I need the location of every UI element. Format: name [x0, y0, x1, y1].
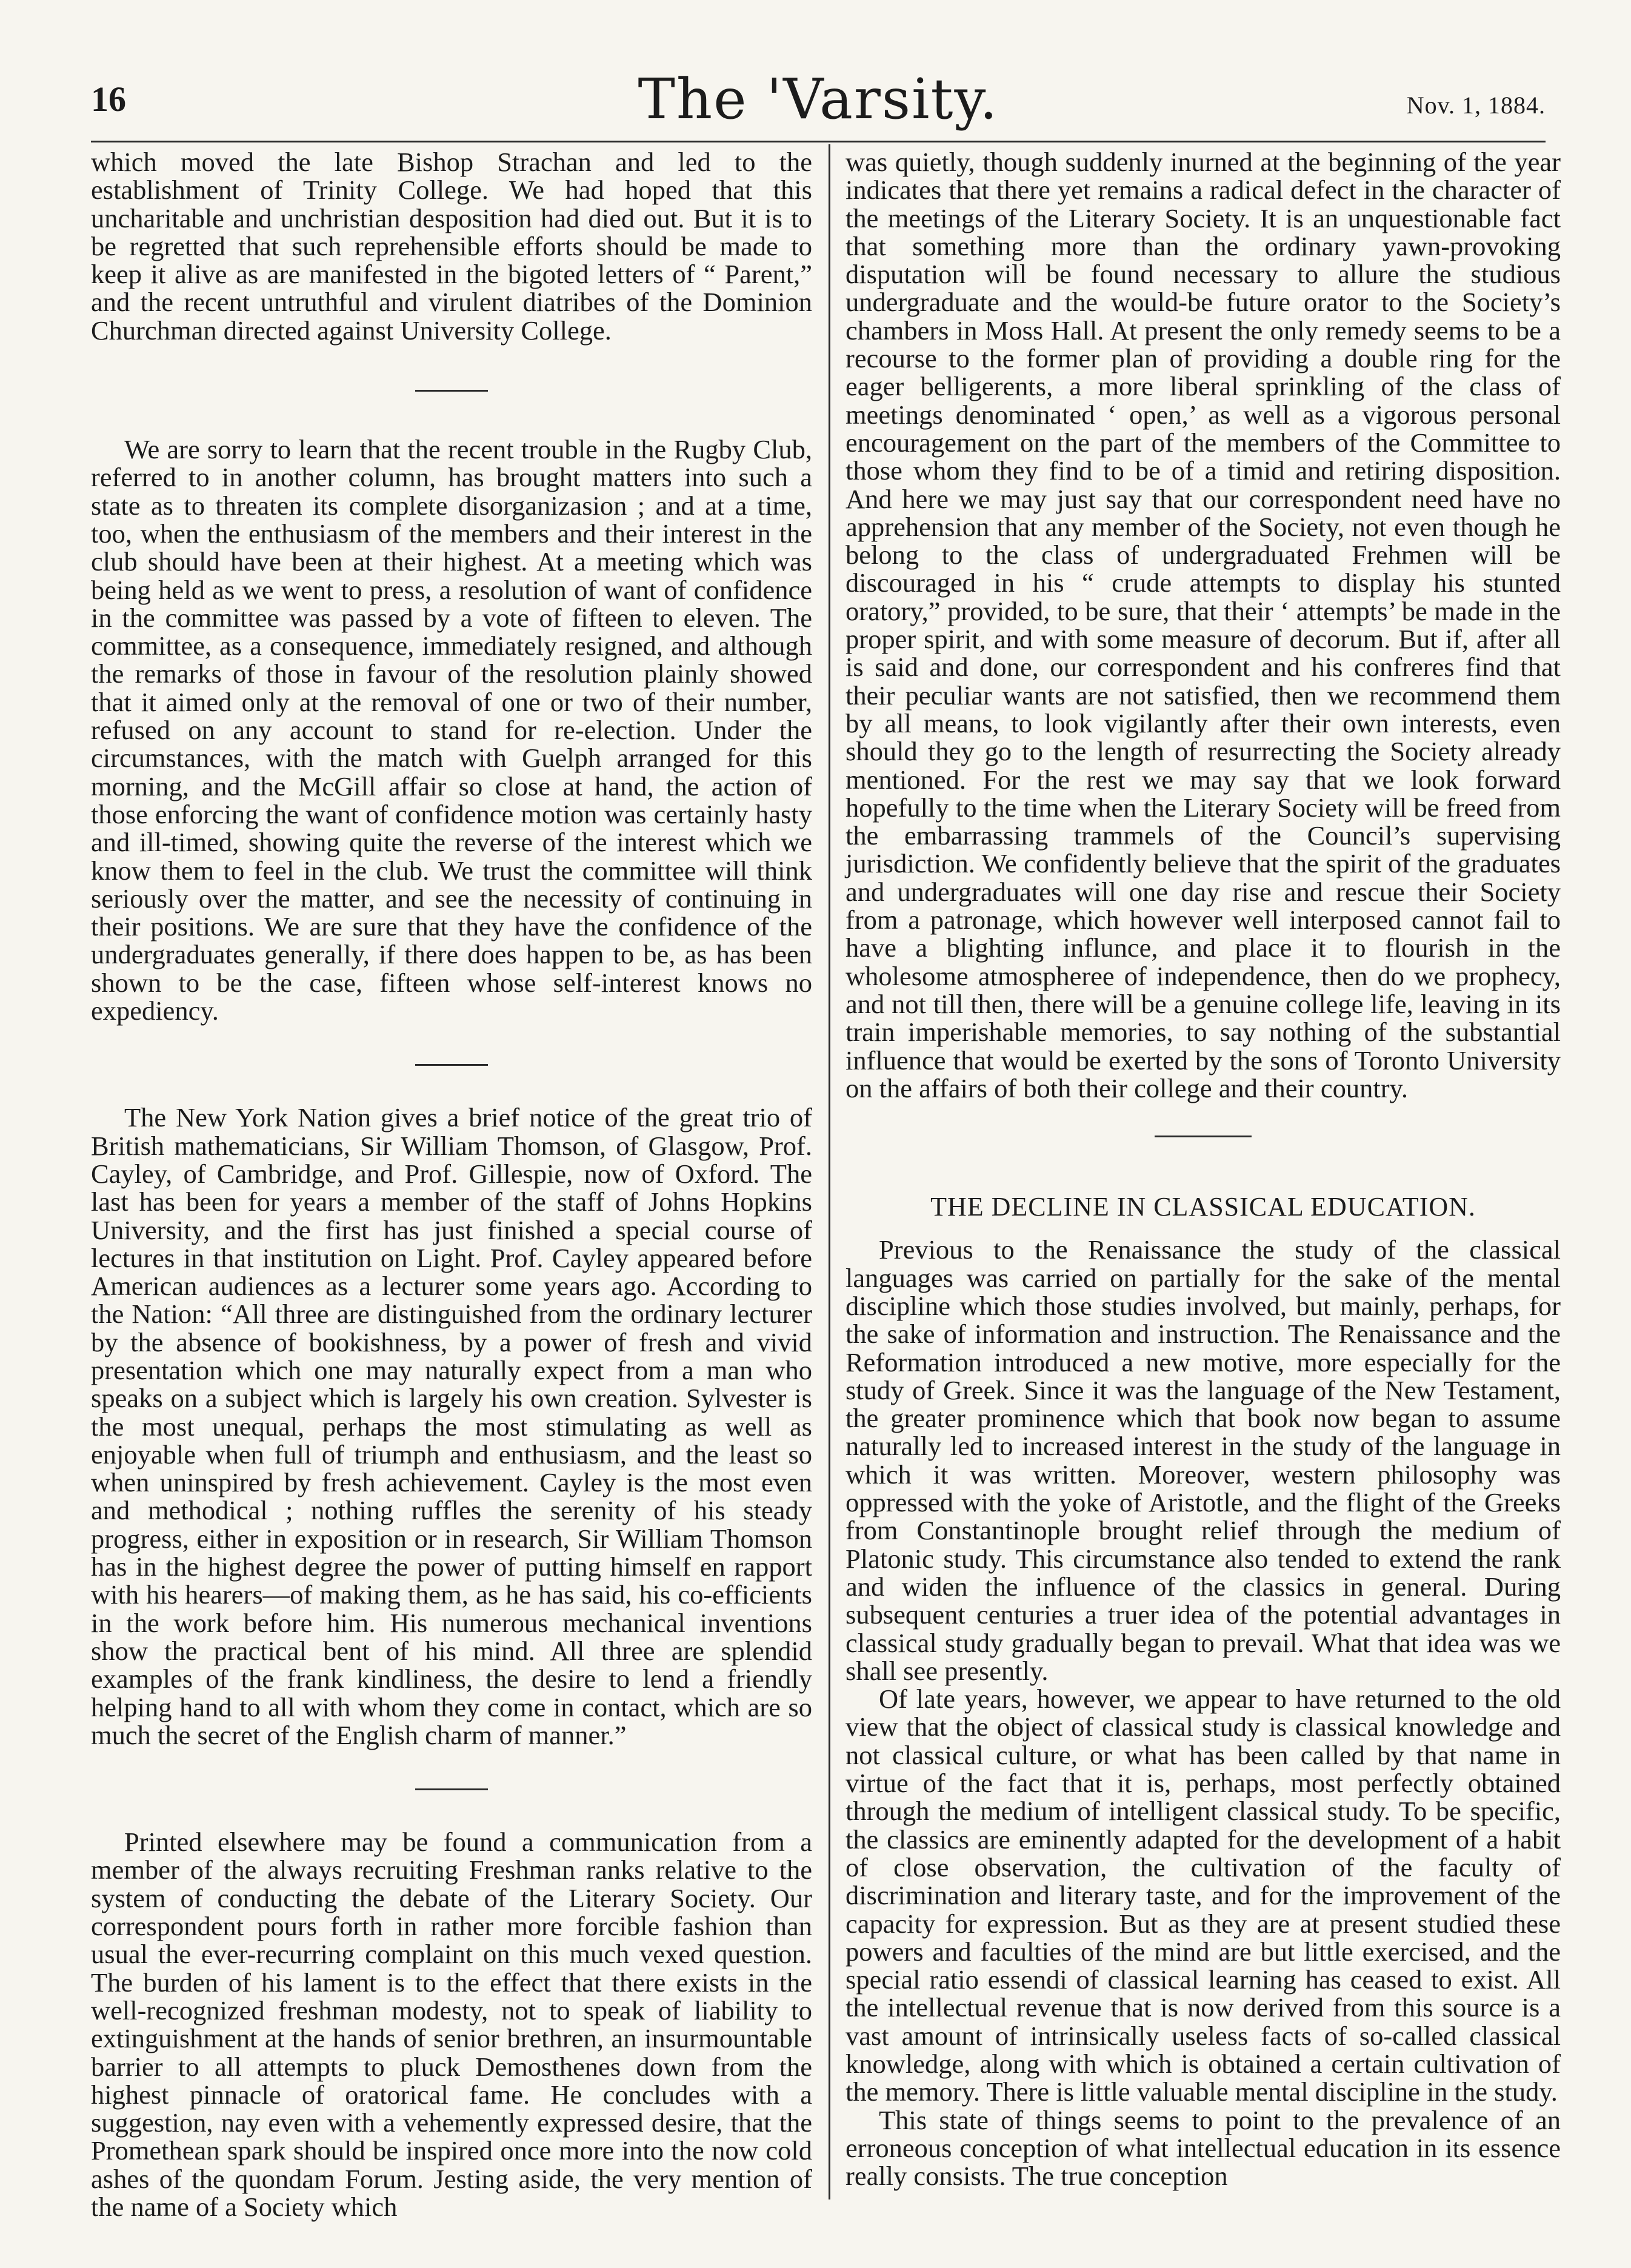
left-column — [91, 148, 812, 2221]
column-rule — [829, 144, 830, 2199]
paragraph-rugby-club: We are sorry to learn that the recent trouble in the Rugby Club, referred to in another column, has brought matters into such a state as to threaten its complete disorganizasion ; and at a time, too, when the enthusiasm of the members and their interest in the club should have been at their highest. At a meeting which was being held as we went to press, a resolution of want of confidence in the committee was passed by a vote of fifteen to eleven. The committee, as a consequence, immediately resigned, and although the remarks of those in favour of the resolution plainly showed that it aimed only at the removal of one or two of their number, refused on any account to stand for re-election. Under the circumstances, with the match with Guelph arranged for this morning, and the McGill affair so close at hand, the action of those enforcing the want of confidence motion was certainly hasty and ill-timed, showing quite the reverse of the interest which we know them to feel in the club. We trust the committee will think seriously over the matter, and see the necessity of continuing in their positions. We are sure that they have the confidence of the undergraduates generally, if there does happen to be, as has been shown to be the case, fifteen whose self-interest knows no expediency. — [91, 434, 812, 1026]
paragraph-late-years: Of late years, however, we appear to have returned to the old view that the object of classical study is classical knowledge and not classical culture, or what has been called by that name in virtue of the fact that it is, perhaps, most perfectly obtained through the medium of intelligent classical study. To be specific, the classics are eminently adapted for the development of a habit of close observation, the cultivation of the faculty of discrimination and literary taste, and for the improvement of the capacity for expression. But as they are at present studied these powers and faculties of the mind are but little exercised, and the special ratio essendi of classical learning has ceased to exist. All the intellectual revenue that is now derived from this source is a vast amount of intrinsically useless facts of so-called classical knowledge, along with which is obtained a certain cultivation of the memory. There is little valuable mental discipline in the study. — [846, 1684, 1561, 2107]
paragraph-renaissance: Previous to the Renaissance the study of the classical languages was carried on partially for the sake of the mental discipline which those studies involved, but mainly, perhaps, for the sake of information and instruction. The Renaissance and the Reformation introduced a new motive, more especially for the study of Greek. Since it was the language of the New Testament, the greater prominence which that book now began to assume naturally led to increased interest in the study of the language in which it was written. Moreover, western philosophy was oppressed with the yoke of Aristotle, and the flight of the Greeks from Constantinople brought relief through the medium of Platonic study. This circumstance also tended to extend the rank and widen the influence of the classics in general. During subsequent centuries a truer idea of the potential advantages in classical study gradually began to prevail. What that idea was we shall see presently. — [846, 1234, 1561, 1686]
page-header — [91, 67, 1546, 139]
paragraph-mathematicians: The New York Nation gives a brief notice of the great trio of British mathematicians, Sir William Thomson, of Glasgow, Prof. Cayley, of Cambridge, and Prof. Gillespie, now of Oxford. The last has been for years a member of the staff of Johns Hopkins University, and the first has just finished a special course of lectures in that institution on Light. Prof. Cayley appeared before American audiences as a lecturer some years ago. According to the Nation: “All three are distinguished from the ordinary lecturer by the absence of bookishness, by a power of fresh and vivid presentation which one may naturally expect from a man who speaks on a subject which is largely his own creation. Sylvester is the most unequal, perhaps the most stimulating as well as enjoyable when full of triumph and enthusiasm, and the least so when uninspired by fresh achievement. Cayley is the most even and methodical ; nothing ruffles the serenity of his steady progress, either in exposition or in research, Sir William Thomson has in the highest degree the power of putting himself en rapport with his hearers—of making them, as he has said, his co-efficients in the work before him. His numerous mechanical inventions show the practical bent of his mind. All three are splendid examples of the frank kindliness, the desire to lend a friendly helping hand to all with whom they come in contact, which are so much the secret of the English charm of manner.” — [91, 1102, 812, 1750]
paragraph-literary-society-continued: was quietly, though suddenly inurned at the beginning of the year indicates that there yet remains a radical defect in the character of the meetings of the Literary Society. It is an unquestionable fact that something more than the ordinary yawn-provoking disputation will be found necessary to allure the studious undergraduate and the would-be future orator to the Society’s chambers in Moss Hall. At present the only remedy seems to be a recourse to the former plan of providing a double ring for the eager belligerents, a more liberal sprinkling of the class of meetings denominated ‘ open,’ as well as a vigorous personal encouragement on the part of the members of the Committee to those whom they find to be of a timid and retiring disposition. And here we may just say that our correspondent need have no apprehension that any member of the Society, not even though he belong to the class of undergraduated Frehmen will be discouraged in his “ crude attempts to display his stunted oratory,” provided, to be sure, that their ‘ attempts’ be made in the proper spirit, and with some measure of decorum. But if, after all is said and done, our correspondent and his confreres find that their peculiar wants are not satisfied, then we recommend them by all means, to look vigilantly after their own interests, even should they go to the length of resurrecting the Society already mentioned. For the rest we may say that we look forward hopefully to the time when the Literary Society will be freed from the embarrassing trammels of the Council’s supervising jurisdiction. We confidently believe that the spirit of the graduates and undergraduates will one day rise and rescue their Society from a patronage, which however well interposed cannot fail to have a blighting influnce, and place it to flourish in the wholesome atmospheree of independence, then do we prophecy, and not till then, there will be a genuine college life, leaving in its train imperishable memories, to say nothing of the substantial influence that would be exerted by the sons of Toronto University on the affairs of both their college and their country. — [846, 147, 1561, 1103]
masthead-title: The 'Varsity. — [638, 67, 999, 132]
section-divider — [91, 344, 812, 435]
header-rule — [91, 141, 1546, 142]
page-number: 16 — [91, 79, 126, 119]
paragraph-literary-society: Printed elsewhere may be found a communication from a member of the always recruiting Freshman ranks relative to the system of conducting the debate of the Literary Society. Our correspondent pours forth in rather more forcible fashion than usual the ever-recurring complaint on this much vexed question. The burden of his lament is to the effect that there exists in the well-recognized freshman modesty, not to speak of liability to extinguishment at the hands of senior brethren, an insurmountable barrier to all attempts to pluck Demosthenes down from the highest pinnacle of oratorical fame. He concludes with a suggestion, nay even with a vehemently expressed desire, that the Promethean spark should be inspired once more into the now cold ashes of the quondam Forum. Jesting aside, the very mention of the name of a Society which — [91, 1827, 812, 2222]
article-title: THE DECLINE IN CLASSICAL EDUCATION. — [930, 1192, 1476, 1222]
section-divider — [846, 1102, 1561, 1169]
issue-date: Nov. 1, 1884. — [1406, 92, 1546, 119]
section-divider — [91, 1749, 812, 1828]
section-divider — [91, 1025, 812, 1103]
paragraph-trinity-college: which moved the late Bishop Strachan and led to the establishment of Trinity College. We had hoped that this uncharitable and unchristian desposition had died out. But it is to be regretted that such reprehensible efforts should be made to keep it alive as are manifested in the bigoted letters of “ Parent,” and the recent untruthful and virulent diatribes of the Dominion Churchman directed against University College. — [91, 147, 812, 346]
right-column — [846, 148, 1561, 2190]
paragraph-state-of-things: This state of things seems to point to the prevalence of an erroneous conception of what intellectual education in its essence really consists. The true conception — [846, 2104, 1561, 2192]
